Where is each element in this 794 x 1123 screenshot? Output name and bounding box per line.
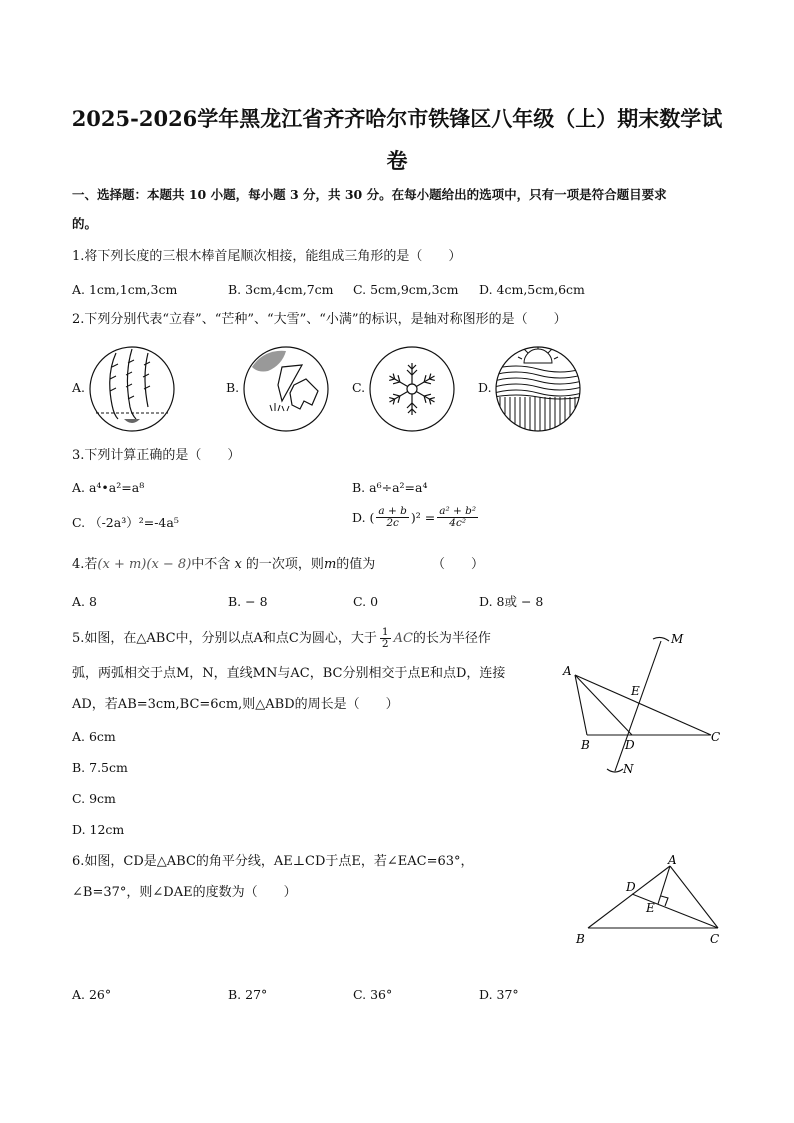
q5-option-c: C. 9cm	[72, 791, 116, 806]
q1-option-d: D. 4cm,5cm,6cm	[479, 282, 585, 297]
lichun-emblem-icon	[88, 345, 176, 433]
q2-stem: 2.下列分别代表“立春”、“芒种”、“大雪”、“小满”的标识，是轴对称图形的是（ ）	[72, 312, 567, 327]
q6-option-c: C. 36°	[353, 987, 393, 1002]
q5-option-a: A. 6cm	[72, 729, 116, 744]
q2-option-d-label: D.	[478, 380, 492, 395]
exam-title-line2: 卷	[386, 148, 408, 173]
q3-option-c: C. （-2a³）²=-4a⁵	[72, 515, 179, 530]
q6-label-a: A	[668, 853, 677, 867]
q4-stem-prefix: 4.若	[72, 557, 98, 572]
q3-option-a: A. a⁴•a²=a⁸	[72, 480, 145, 495]
section-heading-line2: 的。	[72, 216, 98, 231]
q6-label-d: D	[626, 880, 636, 894]
q6-option-b: B. 27°	[228, 987, 268, 1002]
q4-stem-mid2: 的一次项，则	[245, 557, 324, 572]
q5-label-b: B	[581, 738, 590, 752]
exam-title-line1: 2025-2026学年黑龙江省齐齐哈尔市铁锋区八年级（上）期末数学试	[71, 106, 723, 131]
q5-label-m: M	[671, 632, 684, 646]
q5-option-d: D. 12cm	[72, 822, 125, 837]
q5-triangle-figure	[555, 625, 735, 777]
q3-option-b: B. a⁶÷a²=a⁴	[352, 480, 428, 495]
q6-option-a: A. 26°	[72, 987, 112, 1002]
q5-label-n: N	[623, 762, 634, 776]
mangzhong-emblem-icon	[242, 345, 330, 433]
q4-stem-end: 的值为	[336, 557, 376, 572]
q1-option-a: A. 1cm,1cm,3cm	[72, 282, 178, 297]
q3-option-d-num2: a² + b²	[439, 505, 477, 517]
q5-label-e: E	[631, 684, 640, 698]
daxue-snowflake-icon	[368, 345, 456, 433]
q4-stem	[72, 556, 375, 574]
q5-label-a: A	[563, 664, 572, 678]
q3-option-d-num1: a + b	[378, 505, 407, 517]
q5-half-num: 1	[381, 626, 389, 638]
q4-stem-var2: m	[323, 557, 337, 572]
q4-stem-var: x	[234, 557, 242, 572]
section-heading-line1: 一、选择题：本题共 10 小题，每小题 3 分，共 30 分。在每小题给出的选项中，只有一项是符合题目要求	[72, 187, 667, 202]
q6-option-d: D. 37°	[479, 987, 519, 1002]
q2-option-c-label: C.	[352, 380, 366, 395]
q5-line1-ac: AC	[393, 630, 413, 646]
q3-option-d-mid: )² =	[410, 509, 436, 525]
q6-triangle-figure	[570, 850, 730, 950]
q3-option-d	[352, 506, 478, 529]
q6-label-b: B	[576, 932, 585, 946]
q6-label-c: C	[710, 932, 720, 946]
q5-label-d: D	[625, 738, 635, 752]
q5-label-c: C	[711, 730, 721, 744]
q2-option-b-label: B.	[226, 380, 240, 395]
q5-stem-line2: 弧，两弧相交于点M，N，直线MN与AC，BC分别相交于点E和点D，连接	[72, 666, 506, 681]
q4-option-c: C. 0	[353, 594, 379, 609]
q3-option-d-frac1	[376, 506, 408, 529]
q1-stem: 1.将下列长度的三根木棒首尾顺次相接，能组成三角形的是（ ）	[72, 249, 462, 264]
xiaoman-emblem-icon	[494, 345, 582, 433]
q5-half-den: 2	[381, 638, 389, 650]
q4-option-b: B. − 8	[228, 594, 268, 609]
q4-stem-mid: 中不含	[191, 557, 231, 572]
q6-stem-line2: ∠B=37°，则∠DAE的度数为（ ）	[72, 885, 297, 900]
q3-option-d-frac2	[437, 506, 478, 529]
q4-stem-expr: (x + m)(x − 8)	[97, 557, 192, 572]
q2-option-a-label: A.	[72, 380, 86, 395]
q5-stem-line3: AD，若AB=3cm,BC=6cm,则△ABD的周长是（ ）	[72, 697, 399, 712]
q4-option-a: A. 8	[72, 594, 97, 609]
q1-option-b: B. 3cm,4cm,7cm	[228, 282, 334, 297]
q3-option-d-den1: 2c	[386, 517, 399, 529]
q5-option-b: B. 7.5cm	[72, 760, 128, 775]
q6-label-e: E	[646, 901, 655, 915]
q4-stem-paren: （ ）	[432, 557, 485, 572]
q5-half-frac	[380, 627, 391, 650]
q1-option-c: C. 5cm,9cm,3cm	[353, 282, 459, 297]
q5-line1-c: 的长为半径作	[412, 630, 491, 646]
q3-option-d-den2: 4c²	[449, 517, 467, 529]
q3-option-d-prefix: D. (	[352, 509, 375, 525]
q6-stem-line1: 6.如图，CD是△ABC的角平分线，AE⊥CD于点E，若∠EAC=63°，	[72, 854, 474, 869]
q5-stem-line1	[72, 627, 491, 650]
q5-line1-a: 5.如图，在△ABC中，分别以点A和点C为圆心，大于	[72, 630, 377, 646]
q4-option-d: D. 8或 − 8	[479, 594, 544, 609]
q3-stem: 3.下列计算正确的是（ ）	[72, 448, 241, 463]
